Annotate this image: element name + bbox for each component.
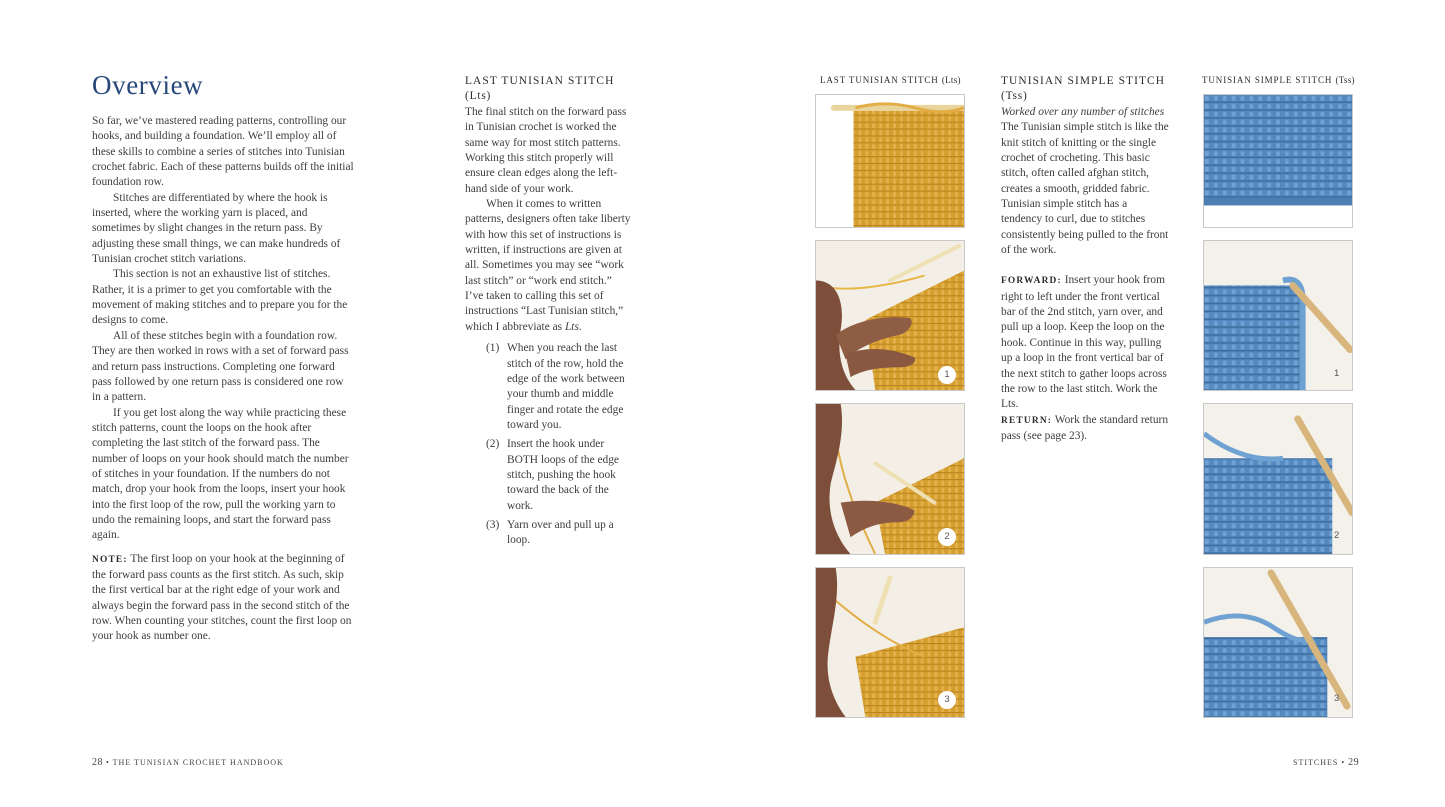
tss-subtitle: Worked over any number of stitches — [1001, 106, 1165, 118]
lts-swatch-photo — [815, 94, 965, 228]
footer-separator: • — [1341, 758, 1346, 767]
tss-photo-caption-abbr: (Tss) — [1335, 75, 1355, 85]
forward-text: Insert your hook from right to left under the front vertical bar of the 2nd stitch, yarn over, and pull up a loop. Keep the loop on the hook. Continue in this way, pulling up a loop in the front vertical bar of the next stitch to gather loops across the row to the last stitch. Work the Lts. — [1001, 274, 1167, 411]
tss-step2-photo — [1203, 403, 1353, 555]
overview-heading: Overview — [92, 70, 204, 100]
left-page-number: 28 — [92, 757, 103, 768]
lts-step2-photo — [815, 403, 965, 555]
overview-paragraph: If you get lost along the way while practicing these stitch patterns, count the loops on the hook after completing the last stitch of the forward pass. The number of loops on your hook should match the number of stitches in your foundation. If the numbers do not match, drop your hook from the loops, insert your hook into the first loop of the row, pull the working yarn to undo the remaining loops, and start the forward pass again. — [92, 406, 349, 542]
tss-paragraph: The Tunisian simple stitch is like the knit stitch of knitting or the single crochet of crocheting. This basic stitch, often called afghan stitch, creates a smooth, gridded fabric. Tunisian simple stitch has a tendency to curl, due to stitches consistently being pulled to the front of the work. — [1001, 121, 1169, 257]
lts-step3-photo — [815, 567, 965, 718]
tss-return — [1001, 413, 1169, 445]
tss-step3-photo — [1203, 567, 1353, 718]
lts-paragraph-2-text: When it comes to written patterns, designers often take liberty with how this set of instructions is written, if instructions are given at all. Sometimes you may see “work last stitch” or “work end stitch.” I’ve taken to calling this set of instructions “Last Tunisian stitch,” which I abbreviate as — [465, 198, 631, 333]
overview-body — [92, 114, 354, 645]
forward-label: FORWARD: — [1001, 276, 1062, 287]
note-label: NOTE: — [92, 554, 128, 565]
lts-photo-caption-abbr: (Lts) — [941, 75, 961, 85]
lts-photo-caption-text: LAST TUNISIAN STITCH — [820, 75, 939, 85]
overview-paragraph: So far, we’ve mastered reading patterns, controlling our hooks, and building a foundation. We’ll employ all of these skills to combine a series of stitches into Tunisian crochet fabric. Each of these patterns builds off the initial foundation row. — [92, 115, 354, 189]
tss-abbr: (Tss) — [1001, 90, 1028, 103]
tss-body — [1001, 105, 1169, 444]
tss-title-text: TUNISIAN SIMPLE STITCH — [1001, 75, 1166, 87]
step-number: (3) — [486, 518, 500, 531]
lts-steps — [465, 341, 631, 548]
lts-photo-caption — [820, 75, 961, 85]
book-title: THE TUNISIAN CROCHET HANDBOOK — [112, 758, 284, 767]
lts-step — [486, 518, 631, 549]
tss-photo-caption — [1202, 75, 1355, 85]
left-footer — [92, 757, 284, 768]
lts-paragraph-2-end: . — [578, 320, 582, 333]
tss-forward — [1001, 273, 1169, 412]
step-text: Insert the hook under BOTH loops of the edge stitch, pushing the hook toward the back of the work. — [507, 438, 619, 512]
lts-paragraph-2 — [465, 197, 631, 335]
right-footer — [1293, 757, 1359, 768]
lts-body — [465, 105, 631, 553]
overview-paragraph: Stitches are differentiated by where the hook is inserted, where the working yarn is placed, and sometimes by slight changes in the return pass. By adjusting these small things, we can make hundreds of Tunisian crochet stitch variations. — [92, 191, 341, 266]
right-page-number: 29 — [1348, 757, 1360, 768]
step-number-badge: 3 — [938, 691, 956, 709]
note-paragraph — [92, 552, 354, 645]
step-number: (2) — [486, 438, 500, 451]
return-label: RETURN: — [1001, 415, 1053, 426]
lts-title-text: LAST TUNISIAN STITCH — [465, 75, 615, 87]
tss-title — [1001, 74, 1181, 105]
lts-title — [465, 74, 665, 105]
tss-photo-caption-text: TUNISIAN SIMPLE STITCH — [1202, 75, 1333, 85]
step-number-label: 3 — [1334, 693, 1340, 704]
lts-abbr: (Lts) — [465, 90, 492, 103]
step-number: (1) — [486, 342, 500, 355]
tss-swatch-photo — [1203, 94, 1353, 228]
lts-abbr-italic: Lts — [564, 320, 579, 333]
step-number-label: 2 — [1334, 530, 1340, 541]
lts-step — [486, 437, 631, 514]
section-name: STITCHES — [1293, 758, 1339, 767]
lts-paragraph: The final stitch on the forward pass in Tunisian crochet is worked the same way for most stitch patterns. Working this stitch properly will ensure clean edges along the left-hand side of your work. — [465, 106, 627, 195]
overview-paragraph: This section is not an exhaustive list of stitches. Rather, it is a primer to get you comfortable with the movement of making stitches and to prepare you for the designs to come. — [92, 268, 348, 327]
step-number-badge: 2 — [938, 528, 956, 546]
footer-separator: • — [106, 758, 110, 767]
note-text: The first loop on your hook at the beginning of the forward pass counts as the first stitch. As such, skip the first vertical bar at the right edge of your work and always begin the forward pass in the second stitch of the row. When counting your stitches, count the first loop on your hook as number one. — [92, 552, 352, 643]
step-number-label: 1 — [1334, 368, 1340, 379]
step-number-badge: 1 — [938, 366, 956, 384]
lts-step — [486, 341, 631, 433]
lts-step1-photo — [815, 240, 965, 391]
step-text: Yarn over and pull up a loop. — [507, 518, 614, 547]
overview-paragraph: All of these stitches begin with a foundation row. They are then worked in rows with a set of forward pass and return pass instructions. Completing one forward pass followed by one return pass is considered one row in a pattern. — [92, 329, 349, 404]
tss-step1-photo — [1203, 240, 1353, 391]
return-text: Work the standard return pass (see page 23). — [1001, 413, 1169, 442]
step-text: When you reach the last stitch of the row, hold the edge of the work between your thumb and middle finger and rotate the edge toward you. — [507, 342, 625, 431]
